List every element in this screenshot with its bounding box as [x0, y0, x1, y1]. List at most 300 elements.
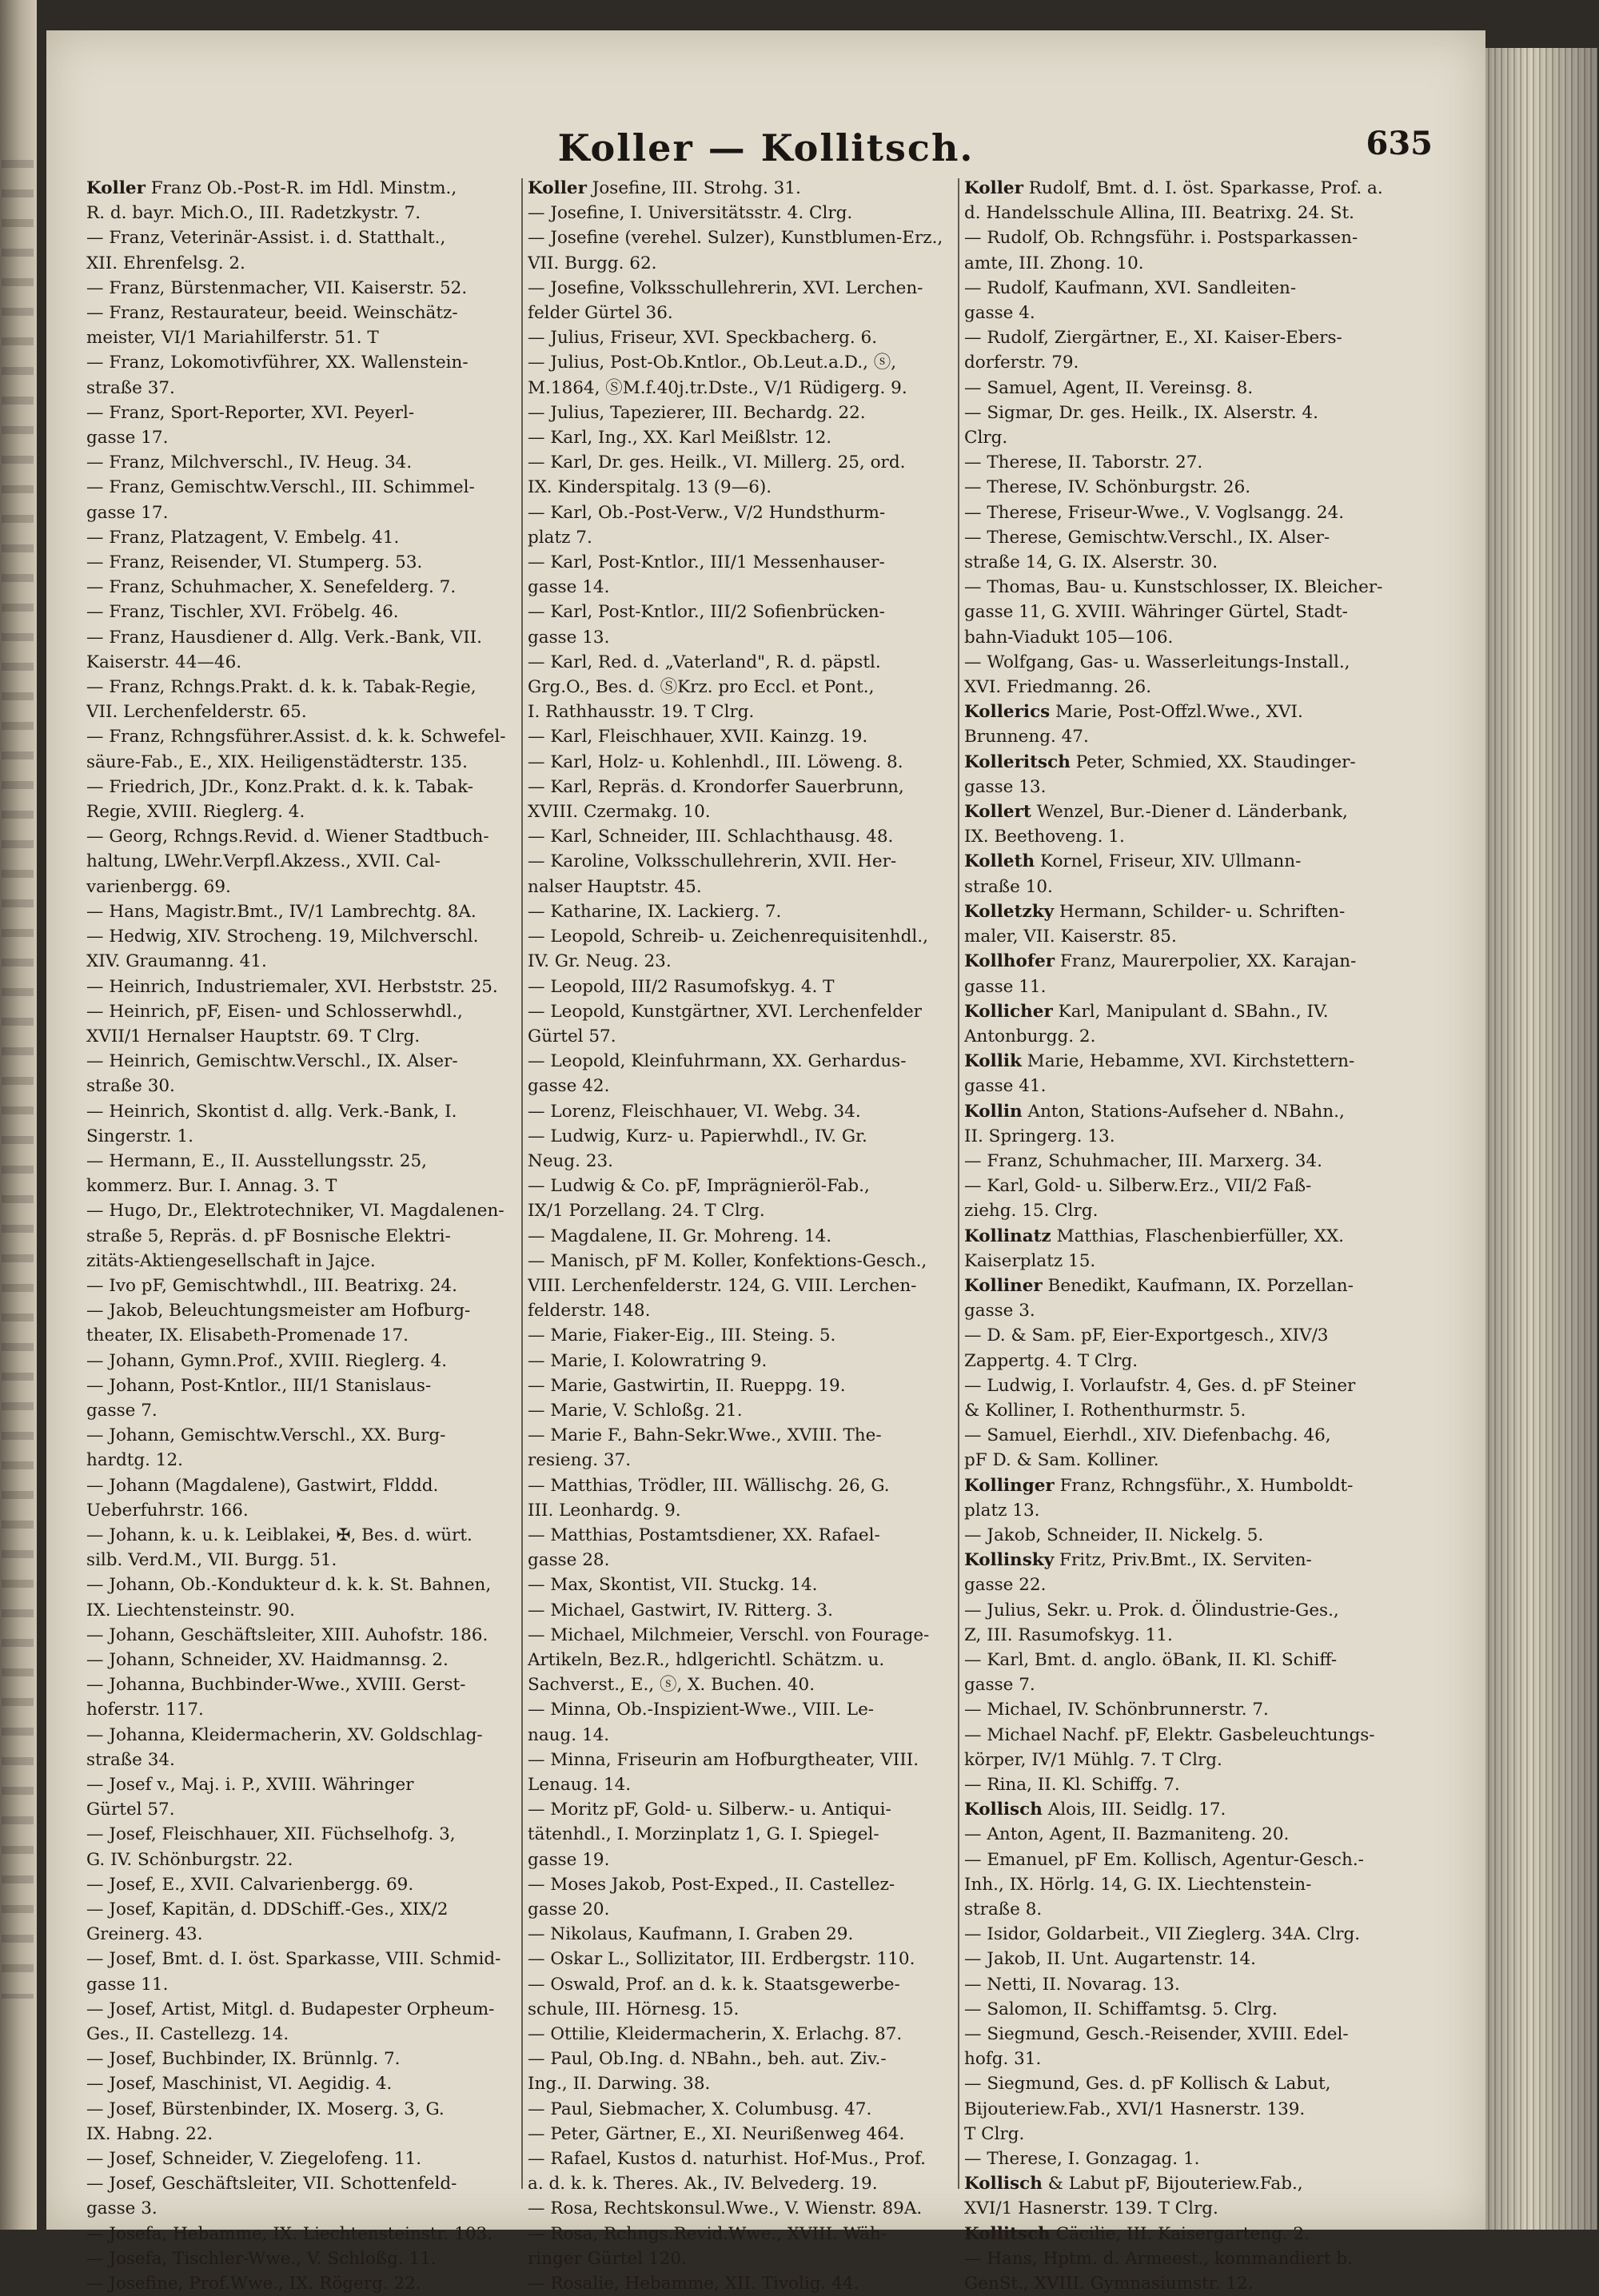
entry-text: — Franz, Rchngs.Prakt. d. k. k. Tabak-Regie,	[86, 677, 477, 698]
entry-text: Marie, Post-Offzl.Wwe., XVI.	[1050, 702, 1303, 723]
entry-text: gasse 7.	[964, 1675, 1035, 1696]
directory-entry-line	[528, 1498, 980, 1523]
entry-text: — Jakob, II. Unt. Augartenstr. 14.	[964, 1949, 1256, 1970]
entry-text: Hermann, Schilder- u. Schriften-	[1054, 901, 1346, 922]
entry-text: — Ottilie, Kleidermacherin, X. Erlachg. 87.	[528, 2024, 903, 2045]
entry-text: — Johanna, Kleidermacherin, XV. Goldschlag-	[86, 1724, 483, 1745]
directory-entry-line	[964, 1772, 1436, 1797]
entry-text: gasse 3.	[86, 2198, 158, 2219]
entry-text: — Lorenz, Fleischhauer, VI. Webg. 34.	[528, 1101, 861, 1122]
directory-entry-line	[528, 2171, 980, 2196]
directory-entry-line	[86, 575, 539, 600]
directory-entry-line	[528, 849, 980, 874]
entry-text: — Oswald, Prof. an d. k. k. Staatsgewerbe-	[528, 1974, 900, 1995]
entry-text: — Josef, Kapitän, d. DDSchiff.-Ges., XIX/2	[86, 1899, 449, 1920]
entry-text: — Salomon, II. Schiffamtsg. 5. Clrg.	[964, 1999, 1278, 2019]
entry-text: — Therese, I. Gonzagag. 1.	[964, 2149, 1200, 2170]
entry-text: XVII/1 Hernalser Hauptstr. 69. T Clrg.	[86, 1026, 421, 1046]
entry-surname: Koller	[86, 178, 146, 198]
entry-text: — Paul, Ob.Ing. d. NBahn., beh. aut. Ziv.-	[528, 2049, 887, 2070]
entry-text: XVI. Friedmanng. 26.	[964, 677, 1152, 698]
entry-text: — Josef, Bürstenbinder, IX. Moserg. 3, G.	[86, 2099, 445, 2119]
entry-text: gasse 11.	[86, 1974, 169, 1995]
directory-entry-line	[964, 975, 1436, 999]
directory-entry-line	[528, 2097, 980, 2122]
entry-text: platz 13.	[964, 1500, 1040, 1521]
directory-entry-line	[528, 600, 980, 624]
entry-text: — Max, Skontist, VII. Stuckg. 14.	[528, 1575, 818, 1596]
entry-text: — Rafael, Kustos d. naturhist. Hof-Mus., Prof.	[528, 2149, 926, 2170]
entry-text: — Michael, Milchmeier, Verschl. von Fourage-	[528, 1624, 930, 1645]
entry-text: — Josefine, Prof.Wwe., IX. Rögerg. 22.	[86, 2274, 421, 2294]
directory-entry-line	[86, 176, 539, 201]
entry-text: — Josefa, Hebamme, IX. Liechtensteinstr. 103.	[86, 2223, 493, 2244]
entry-text: — Franz, Tischler, XVI. Fröbelg. 46.	[86, 602, 399, 623]
entry-text: — Siegmund, Ges. d. pF Kollisch & Labut,	[964, 2074, 1331, 2095]
directory-entry-line	[528, 500, 980, 525]
directory-entry-line	[86, 1349, 539, 1373]
entry-text: — Karoline, Volksschullehrerin, XVII. Her-	[528, 851, 897, 872]
directory-entry-line	[86, 325, 539, 350]
entry-surname: Kollitsch	[964, 2223, 1051, 2244]
entry-text: hoferstr. 117.	[86, 1700, 204, 1720]
entry-text: hardtg. 12.	[86, 1450, 183, 1471]
directory-entry-line	[528, 1174, 980, 1198]
entry-text: & Labut pF, Bijouteriew.Fab.,	[1042, 2174, 1303, 2194]
directory-entry-line	[528, 650, 980, 675]
directory-entry-line	[528, 575, 980, 600]
directory-entry-line	[86, 999, 539, 1024]
directory-entry-line	[86, 1822, 539, 1847]
entry-text: gasse 20.	[528, 1899, 610, 1920]
entry-text: gasse 11, G. XVIII. Währinger Gürtel, Stadt-	[964, 602, 1348, 623]
entry-text: — Franz, Milchverschl., IV. Heug. 34.	[86, 452, 413, 473]
entry-text: — Karl, Post-Kntlor., III/1 Messenhauser-	[528, 552, 885, 573]
entry-text: meister, VI/1 Mariahilferstr. 51. T	[86, 328, 379, 349]
entry-text: — Hans, Hptm. d. Armeest., kommandiert b.	[964, 2248, 1354, 2269]
directory-entry-line	[86, 251, 539, 276]
directory-entry-line	[528, 225, 980, 250]
directory-entry-line	[86, 525, 539, 550]
entry-text: varienbergg. 69.	[86, 876, 231, 897]
entry-surname: Kollinger	[964, 1475, 1055, 1496]
directory-entry-line	[528, 2071, 980, 2096]
directory-entry-line	[86, 500, 539, 525]
entry-text: — Karl, Ing., XX. Karl Meißlstr. 12.	[528, 428, 832, 448]
entry-text: Neug. 23.	[528, 1150, 614, 1171]
entry-text: T Clrg.	[964, 2123, 1025, 2144]
entry-text: d. Handelsschule Allina, III. Beatrixg. 24. St.	[964, 203, 1355, 224]
entry-text: — Karl, Red. d. „Vaterland", R. d. päpstl.	[528, 652, 881, 672]
entry-text: — Heinrich, Skontist d. allg. Verk.-Bank, I.	[86, 1101, 457, 1122]
entry-text: Peter, Schmied, XX. Staudinger-	[1070, 751, 1356, 772]
entry-text: Zappertg. 4. T Clrg.	[964, 1350, 1138, 1371]
directory-entry-line	[964, 2246, 1436, 2271]
entry-text: — Josefine, I. Universitätsstr. 4. Clrg.	[528, 203, 853, 224]
directory-entry-line	[86, 949, 539, 974]
directory-entry-line	[964, 999, 1436, 1024]
directory-entry-line	[528, 1224, 980, 1249]
entry-text: — Johann, Post-Kntlor., III/1 Stanislaus-	[86, 1375, 432, 1396]
entry-text: gasse 14.	[528, 577, 610, 598]
entry-text: Cäcilie, III. Kaisergarteng. 2.	[1050, 2223, 1310, 2244]
directory-entry-line	[86, 1922, 539, 1947]
directory-entry-line	[528, 1972, 980, 1997]
entry-text: Franz, Rchngsführ., X. Humboldt-	[1054, 1475, 1354, 1496]
entry-text: platz 7.	[528, 527, 592, 548]
entry-text: II. Springerg. 13.	[964, 1126, 1115, 1146]
entry-text: Gürtel 57.	[86, 1800, 175, 1820]
entry-text: tätenhdl., I. Morzinplatz 1, G. I. Spiegel-	[528, 1824, 879, 1845]
entry-text: — Oskar L., Sollizitator, III. Erdbergstr. 110.	[528, 1949, 915, 1970]
entry-text: theater, IX. Elisabeth-Promenade 17.	[86, 1325, 409, 1346]
directory-entry-line	[86, 2271, 539, 2296]
entry-text: — Rudolf, Kaufmann, XVI. Sandleiten-	[964, 277, 1297, 298]
directory-entry-line	[964, 724, 1436, 749]
entry-text: nalser Hauptstr. 45.	[528, 876, 702, 897]
directory-entry-line	[964, 2097, 1436, 2122]
directory-entry-line	[528, 1523, 980, 1548]
entry-text: Artikeln, Bez.R., hdlgerichtl. Schätzm. u.	[528, 1649, 885, 1670]
entry-text: — Josef, Buchbinder, IX. Brünnlg. 7.	[86, 2049, 401, 2070]
entry-text: — Manisch, pF M. Koller, Konfektions-Gesch.,	[528, 1250, 927, 1271]
entry-text: gasse 4.	[964, 303, 1035, 324]
entry-text: — Marie, Fiaker-Eig., III. Steing. 5.	[528, 1325, 836, 1346]
directory-entry-line	[86, 401, 539, 425]
entry-text: III. Leonhardg. 9.	[528, 1500, 681, 1521]
entry-text: resieng. 37.	[528, 1450, 632, 1471]
entry-text: — Minna, Ob.-Inspizient-Wwe., VIII. Le-	[528, 1700, 875, 1720]
directory-entry-line	[86, 1848, 539, 1872]
entry-surname: Kollhofer	[964, 951, 1055, 972]
directory-entry-line	[86, 225, 539, 250]
entry-text: — Rina, II. Kl. Schiffg. 7.	[964, 1775, 1180, 1795]
directory-entry-line	[528, 1049, 980, 1074]
directory-entry-line	[86, 201, 539, 225]
directory-entry-line	[528, 1024, 980, 1049]
entry-text: — Matthias, Trödler, III. Wällischg. 26, G.	[528, 1475, 890, 1496]
directory-entry-line	[528, 1099, 980, 1124]
entry-text: — Samuel, Eierhdl., XIV. Diefenbachg. 46,	[964, 1425, 1331, 1446]
entry-text: — Rudolf, Ob. Rchngsführ. i. Postsparkassen-	[964, 228, 1358, 249]
directory-entry-line	[86, 2022, 539, 2047]
directory-entry-line	[86, 1323, 539, 1348]
directory-entry-line	[528, 875, 980, 899]
entry-text: — Franz, Bürstenmacher, VII. Kaiserstr. 52.	[86, 277, 468, 298]
entry-text: Gürtel 57.	[528, 1026, 616, 1046]
entry-text: — Karl, Schneider, III. Schlachthausg. 48.	[528, 827, 894, 847]
directory-entry-line	[964, 650, 1436, 675]
directory-entry-line	[964, 1124, 1436, 1149]
directory-entry-line	[528, 176, 980, 201]
directory-entry-line	[964, 2271, 1436, 2296]
entry-text: — Hugo, Dr., Elektrotechniker, VI. Magdalenen-	[86, 1201, 504, 1222]
directory-entry-line	[86, 675, 539, 700]
directory-entry-line	[86, 1274, 539, 1298]
directory-entry-line	[86, 1748, 539, 1772]
entry-text: — Therese, Gemischtw.Verschl., IX. Alser-	[964, 527, 1330, 548]
directory-entry-line	[964, 1997, 1436, 2022]
directory-entry-line	[86, 1224, 539, 1249]
directory-entry-line	[964, 1672, 1436, 1697]
entry-text: — Johanna, Buchbinder-Wwe., XVIII. Gerst-	[86, 1675, 466, 1696]
directory-entry-line	[964, 2196, 1436, 2221]
entry-text: — Samuel, Agent, II. Vereinsg. 8.	[964, 377, 1254, 398]
directory-entry-line	[86, 2097, 539, 2122]
entry-text: Z, III. Rasumofskyg. 11.	[964, 1624, 1173, 1645]
directory-column-1	[86, 176, 539, 2294]
directory-entry-line	[528, 1149, 980, 1174]
directory-entry-line	[86, 450, 539, 475]
entry-text: & Kolliner, I. Rothenthurmstr. 5.	[964, 1400, 1246, 1421]
directory-column-2	[528, 176, 980, 2294]
directory-entry-line	[528, 1074, 980, 1098]
directory-entry-line	[86, 1049, 539, 1074]
entry-text: straße 34.	[86, 1749, 175, 1770]
entry-text: Kornel, Friseur, XIV. Ullmann-	[1035, 851, 1302, 872]
entry-text: — Ivo pF, Gemischtwhdl., III. Beatrixg. 24.	[86, 1275, 457, 1296]
directory-entry-line	[964, 1623, 1436, 1648]
directory-entry-line	[528, 799, 980, 824]
directory-entry-line	[86, 1648, 539, 1672]
directory-entry-line	[86, 1198, 539, 1223]
directory-entry-line	[86, 1972, 539, 1997]
directory-entry-line	[964, 1697, 1436, 1722]
directory-entry-line	[964, 1373, 1436, 1398]
entry-text: — Karl, Fleischhauer, XVII. Kainzg. 19.	[528, 727, 868, 747]
entry-text: — Rosa, Rechtskonsul.Wwe., V. Wienstr. 89A.	[528, 2198, 923, 2219]
directory-entry-line	[528, 201, 980, 225]
entry-text: — Josef, Bmt. d. I. öst. Sparkasse, VIII. Schmid-	[86, 1949, 501, 1970]
entry-text: körper, IV/1 Mühlg. 7. T Clrg.	[964, 1749, 1222, 1770]
directory-entry-line	[528, 1473, 980, 1498]
entry-text: — Therese, Friseur-Wwe., V. Voglsangg. 24.	[964, 502, 1345, 523]
entry-text: — Ludwig, I. Vorlaufstr. 4, Ges. d. pF Steiner	[964, 1375, 1356, 1396]
directory-entry-line	[964, 201, 1436, 225]
directory-entry-line	[964, 1573, 1436, 1597]
directory-entry-line	[964, 550, 1436, 575]
directory-entry-line	[964, 1398, 1436, 1423]
entry-text: — Karl, Repräs. d. Krondorfer Sauerbrunn,	[528, 776, 904, 797]
entry-text: ziehg. 15. Clrg.	[964, 1201, 1099, 1222]
entry-text: straße 5, Repräs. d. pF Bosnische Elektri-	[86, 1226, 451, 1246]
entry-text: VII. Lerchenfelderstr. 65.	[86, 702, 307, 723]
directory-entry-line	[964, 225, 1436, 250]
entry-text: — Emanuel, pF Em. Kollisch, Agentur-Gesch.-	[964, 1849, 1364, 1870]
entry-text: — Minna, Friseurin am Hofburgtheater, VIII.	[528, 1749, 919, 1770]
entry-text: — Marie F., Bahn-Sekr.Wwe., XVIII. The-	[528, 1425, 882, 1446]
directory-entry-line	[86, 301, 539, 325]
directory-entry-line	[964, 525, 1436, 550]
entry-text: — Hedwig, XIV. Strocheng. 19, Milchverschl.	[86, 927, 479, 947]
directory-entry-line	[964, 1548, 1436, 1573]
directory-entry-line	[964, 1473, 1436, 1498]
directory-entry-line	[964, 2147, 1436, 2171]
directory-entry-line	[528, 325, 980, 350]
directory-entry-line	[528, 1249, 980, 1274]
entry-text: — Franz, Veterinär-Assist. i. d. Statthalt.,	[86, 228, 446, 249]
entry-text: Kaiserplatz 15.	[964, 1250, 1096, 1271]
entry-text: — Matthias, Postamtsdiener, XX. Rafael-	[528, 1525, 880, 1545]
entry-text: IV. Gr. Neug. 23.	[528, 951, 672, 972]
entry-text: — Karl, Post-Kntlor., III/2 Sofienbrücken-	[528, 602, 885, 623]
entry-text: felder Gürtel 36.	[528, 303, 673, 324]
entry-text: Alois, III. Seidlg. 17.	[1042, 1800, 1226, 1820]
directory-entry-line	[528, 1897, 980, 1922]
directory-entry-line	[964, 750, 1436, 775]
entry-text: Lenaug. 14.	[528, 1775, 632, 1795]
directory-entry-line	[86, 1373, 539, 1398]
entry-text: Brunneng. 47.	[964, 727, 1089, 747]
directory-entry-line	[86, 1024, 539, 1049]
entry-text: Ing., II. Darwing. 38.	[528, 2074, 711, 2095]
page-header-title: Koller — Kollitsch.	[557, 126, 975, 169]
entry-text: — Jakob, Beleuchtungsmeister am Hofburg-	[86, 1301, 471, 1321]
directory-entry-line	[86, 2071, 539, 2096]
directory-entry-line	[964, 350, 1436, 375]
entry-text: VII. Burgg. 62.	[528, 253, 657, 273]
entry-text: Bijouteriew.Fab., XVI/1 Hasnerstr. 139.	[964, 2099, 1306, 2119]
directory-entry-line	[86, 2222, 539, 2246]
entry-text: — Moritz pF, Gold- u. Silberw.- u. Antiqui-	[528, 1800, 891, 1820]
entry-text: — Marie, I. Kolowratring 9.	[528, 1350, 768, 1371]
directory-entry-line	[964, 2071, 1436, 2096]
entry-text: — Therese, II. Taborstr. 27.	[964, 452, 1203, 473]
entry-text: — Johann, Geschäftsleiter, XIII. Auhofstr. 186.	[86, 1624, 488, 1645]
entry-text: straße 10.	[964, 876, 1053, 897]
entry-text: — Isidor, Goldarbeit., VII Zieglerg. 34A. Clrg.	[964, 1924, 1361, 1945]
directory-entry-line	[86, 899, 539, 924]
directory-entry-line	[528, 1697, 980, 1722]
directory-entry-line	[964, 899, 1436, 924]
entry-text: — Rosa, Rchngs.Revid.Wwe., XVIII. Wäh-	[528, 2223, 887, 2244]
directory-entry-line	[528, 1822, 980, 1847]
entry-text: — Franz, Platzagent, V. Embelg. 41.	[86, 527, 400, 548]
directory-entry-line	[528, 1672, 980, 1697]
directory-entry-line	[86, 1797, 539, 1822]
directory-entry-line	[964, 2022, 1436, 2047]
directory-entry-line	[86, 724, 539, 749]
entry-text: — Julius, Post-Ob.Kntlor., Ob.Leut.a.D., ⓢ,	[528, 353, 897, 373]
entry-text: — Moses Jakob, Post-Exped., II. Castellez-	[528, 1874, 895, 1895]
entry-surname: Kollin	[964, 1101, 1023, 1122]
entry-text: — Heinrich, pF, Eisen- und Schlosserwhdl.,	[86, 1001, 463, 1022]
entry-text: straße 30.	[86, 1076, 175, 1097]
entry-text: — Julius, Sekr. u. Prok. d. Ölindustrie-Ges.,	[964, 1600, 1339, 1620]
entry-text: — Hermann, E., II. Ausstellungsstr. 25,	[86, 1150, 428, 1171]
directory-entry-line	[528, 1922, 980, 1947]
directory-entry-line	[964, 575, 1436, 600]
directory-entry-line	[964, 1822, 1436, 1847]
entry-text: — Siegmund, Gesch.-Reisender, XVIII. Edel-	[964, 2024, 1349, 2045]
directory-entry-line	[528, 1872, 980, 1897]
entry-text: — Marie, V. Schloßg. 21.	[528, 1400, 743, 1421]
entry-text: bahn-Viadukt 105—106.	[964, 627, 1174, 648]
directory-entry-line	[528, 251, 980, 276]
directory-entry-line	[964, 1274, 1436, 1298]
entry-text: — Franz, Restaurateur, beeid. Weinschätz-	[86, 303, 458, 324]
entry-text: ringer Gürtel 120.	[528, 2248, 687, 2269]
directory-entry-line	[86, 1697, 539, 1722]
directory-entry-line	[86, 1598, 539, 1623]
entry-text: — Michael, Gastwirt, IV. Ritterg. 3.	[528, 1600, 833, 1620]
directory-entry-line	[528, 824, 980, 849]
entry-text: — Franz, Gemischtw.Verschl., III. Schimmel-	[86, 477, 475, 498]
directory-entry-line	[964, 625, 1436, 650]
entry-text: gasse 17.	[86, 428, 169, 448]
directory-entry-line	[964, 949, 1436, 974]
directory-page	[46, 30, 1485, 2294]
directory-entry-line	[964, 1149, 1436, 1174]
directory-entry-line	[86, 1249, 539, 1274]
directory-entry-line	[528, 924, 980, 949]
directory-entry-line	[86, 1897, 539, 1922]
directory-entry-line	[964, 1797, 1436, 1822]
directory-entry-line	[528, 350, 980, 375]
entry-text: — Josefine, Volksschullehrerin, XVI. Lerchen-	[528, 277, 923, 298]
directory-entry-line	[86, 625, 539, 650]
entry-text: gasse 11.	[964, 976, 1047, 997]
directory-entry-line	[528, 1274, 980, 1298]
entry-text: — Ludwig, Kurz- u. Papierwhdl., IV. Gr.	[528, 1126, 867, 1146]
directory-entry-line	[86, 2196, 539, 2221]
directory-entry-line	[528, 550, 980, 575]
directory-entry-line	[528, 1772, 980, 1797]
directory-entry-line	[964, 325, 1436, 350]
entry-surname: Kollinsky	[964, 1550, 1055, 1571]
entry-text: — Josef v., Maj. i. P., XVIII. Währinger	[86, 1775, 414, 1795]
directory-entry-line	[528, 1398, 980, 1423]
directory-entry-line	[528, 425, 980, 450]
entry-text: silb. Verd.M., VII. Burgg. 51.	[86, 1550, 337, 1571]
directory-entry-line	[964, 849, 1436, 874]
directory-entry-line	[528, 1548, 980, 1573]
entry-text: — Friedrich, JDr., Konz.Prakt. d. k. k. Tabak-	[86, 776, 474, 797]
entry-text: Josefine, III. Strohg. 31.	[586, 178, 801, 198]
directory-entry-line	[964, 1723, 1436, 1748]
directory-entry-line	[964, 475, 1436, 500]
directory-entry-line	[528, 724, 980, 749]
directory-entry-line	[86, 824, 539, 849]
directory-entry-line	[528, 1349, 980, 1373]
directory-entry-line	[86, 1124, 539, 1149]
directory-entry-line	[528, 949, 980, 974]
directory-entry-line	[86, 650, 539, 675]
entry-text: — Franz, Sport-Reporter, XVI. Peyerl-	[86, 402, 415, 423]
left-page-text-fragment	[2, 160, 34, 1999]
entry-text: — Josef, Geschäftsleiter, VII. Schottenfeld-	[86, 2174, 457, 2194]
directory-entry-line	[964, 1848, 1436, 1872]
directory-entry-line	[86, 1672, 539, 1697]
entry-text: straße 8.	[964, 1899, 1043, 1920]
entry-text: gasse 13.	[964, 776, 1047, 797]
entry-text: Wenzel, Bur.-Diener d. Länderbank,	[1031, 802, 1348, 823]
directory-entry-line	[86, 1623, 539, 1648]
entry-surname: Kolliner	[964, 1275, 1043, 1296]
directory-entry-line	[86, 1398, 539, 1423]
directory-entry-line	[964, 251, 1436, 276]
directory-entry-line	[964, 775, 1436, 799]
directory-entry-line	[86, 2122, 539, 2147]
entry-text: — Johann, k. u. k. Leiblakei, ✠, Bes. d. würt.	[86, 1525, 473, 1545]
directory-entry-line	[528, 1648, 980, 1672]
directory-entry-line	[528, 1124, 980, 1149]
page-number: 635	[1366, 125, 1433, 162]
entry-surname: Kollik	[964, 1051, 1022, 1072]
directory-entry-line	[86, 799, 539, 824]
entry-text: — Thomas, Bau- u. Kunstschlosser, IX. Bleicher-	[964, 577, 1383, 598]
directory-entry-line	[86, 1423, 539, 1448]
